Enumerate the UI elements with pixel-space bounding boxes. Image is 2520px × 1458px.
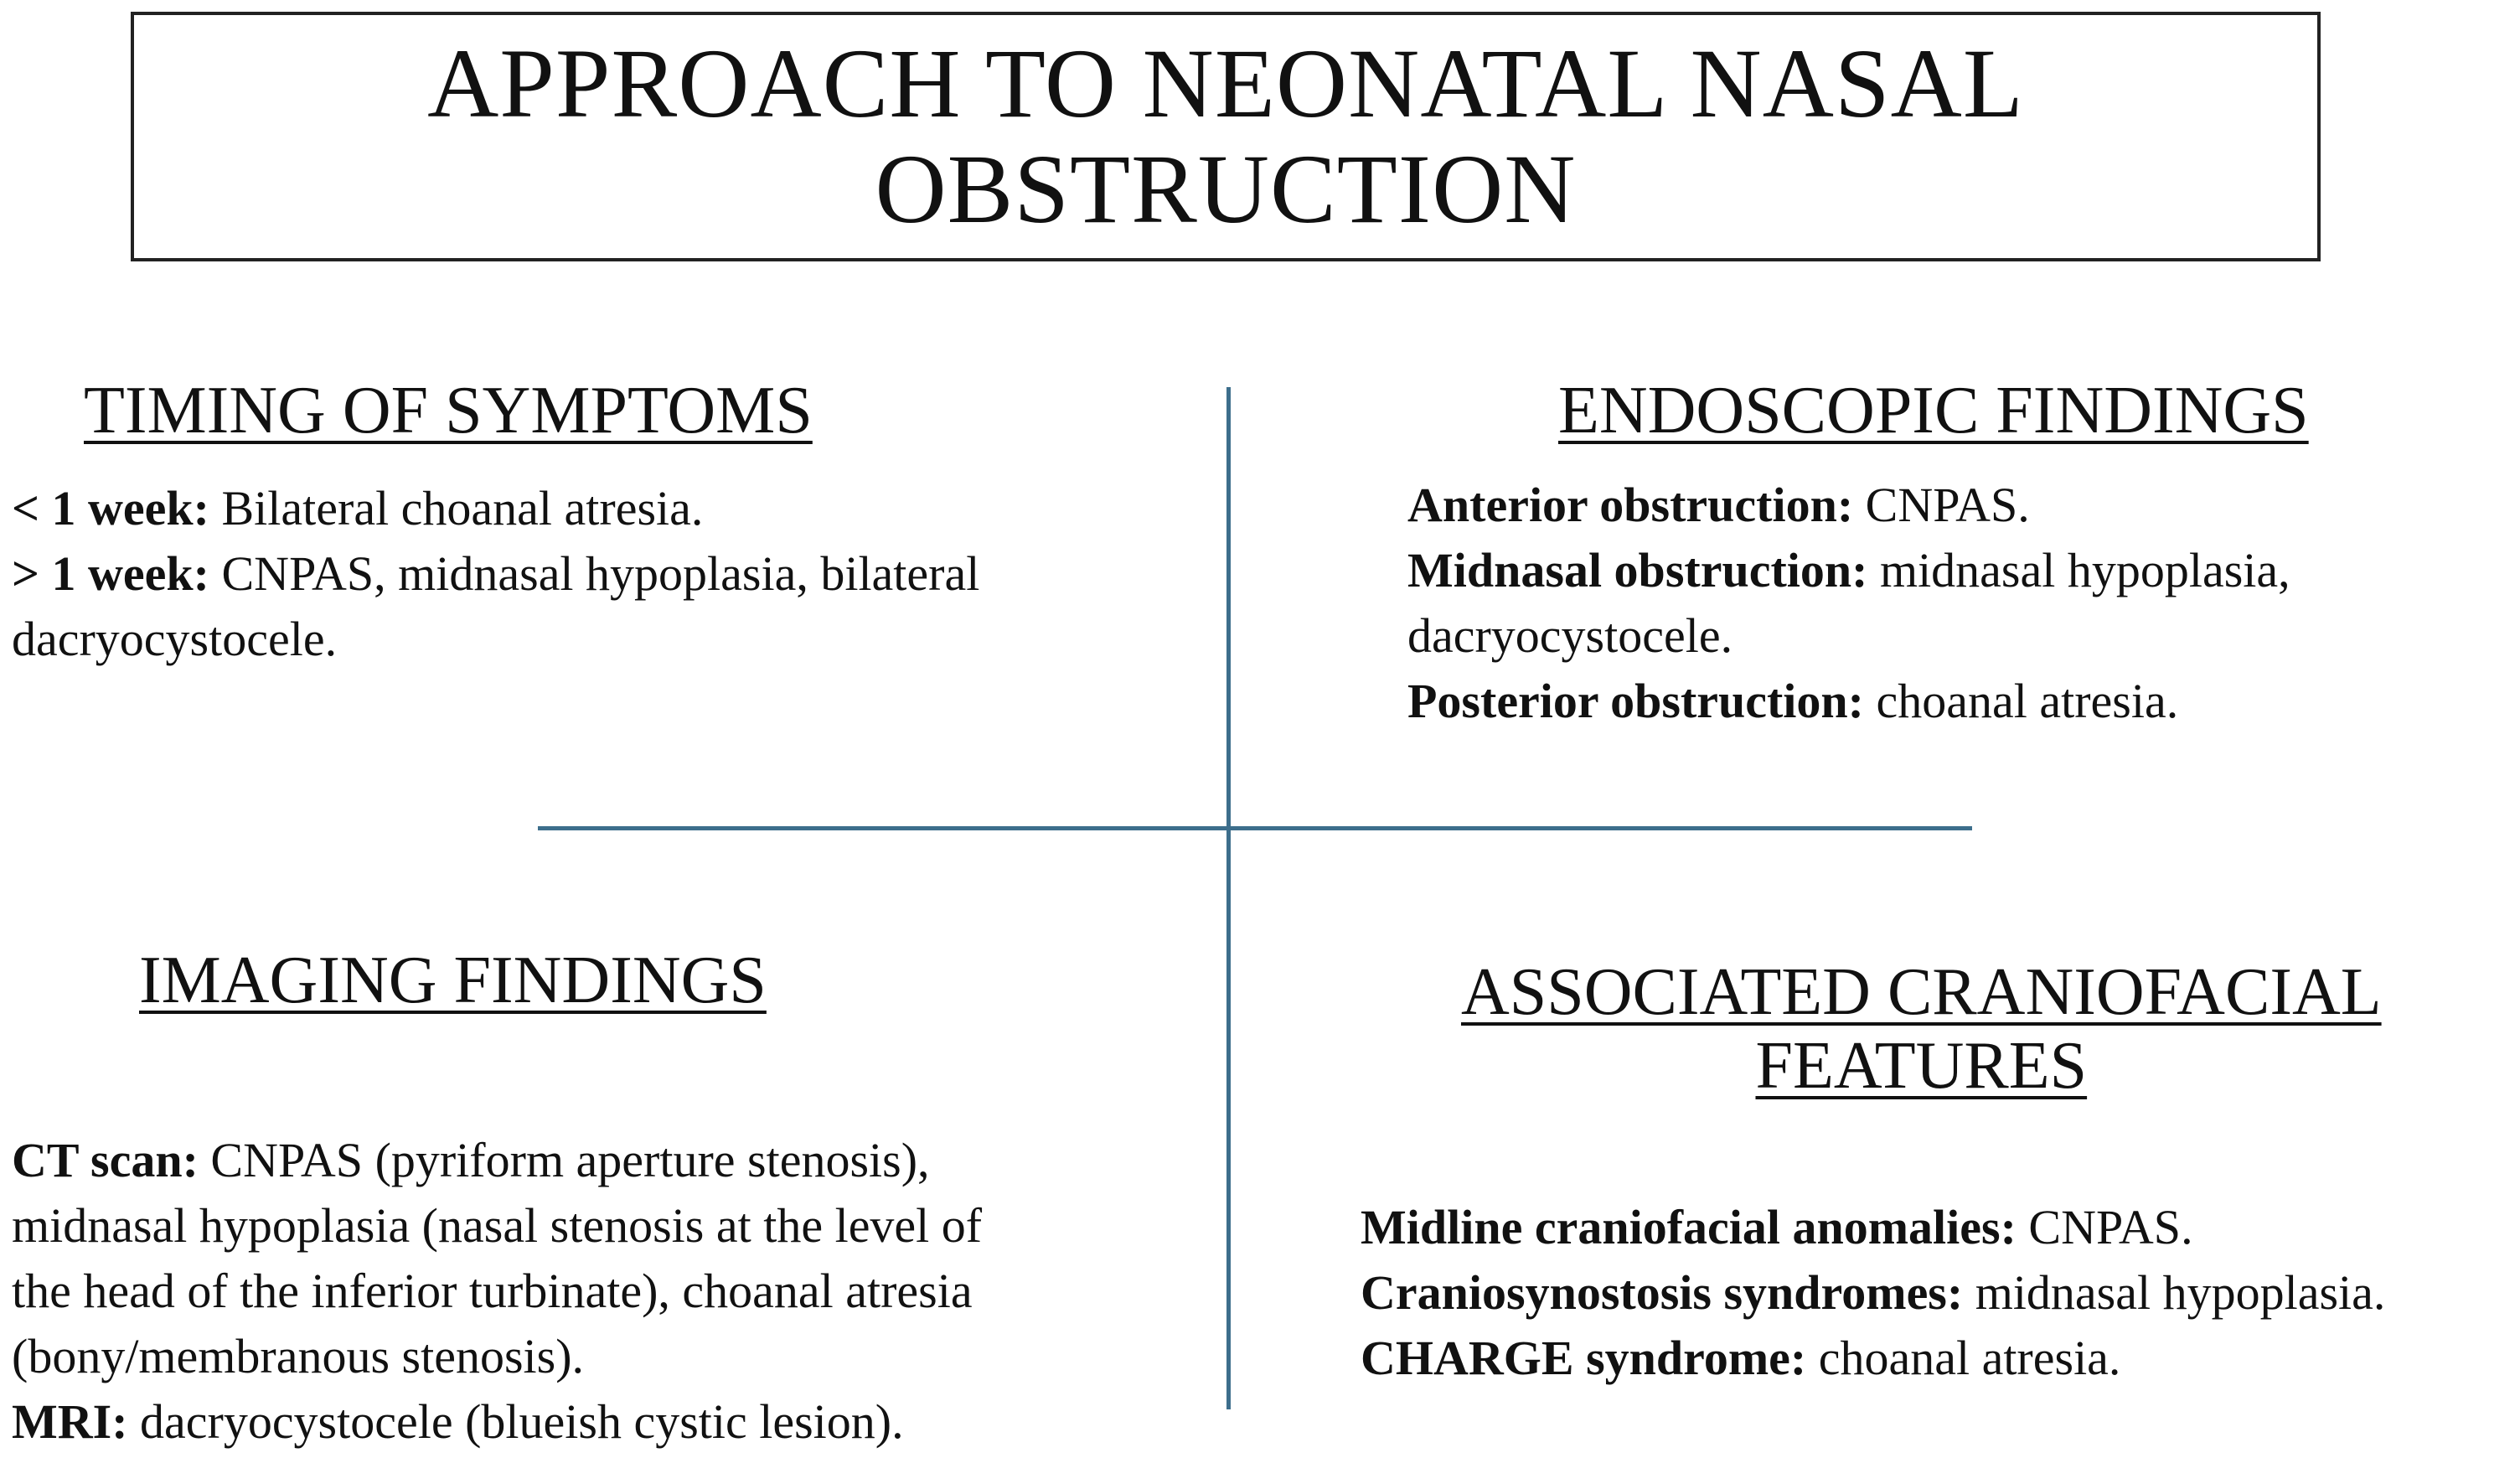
associated-item-2-label: Craniosynostosis syndromes: — [1361, 1265, 1964, 1320]
associated-item-1 — [1361, 1195, 2385, 1260]
imaging-heading: IMAGING FINDINGS — [139, 944, 767, 1017]
timing-item-2-text: CNPAS, midnasal hypoplasia, bilateral — [209, 546, 980, 601]
timing-heading: TIMING OF SYMPTOMS — [84, 374, 813, 447]
endoscopic-item-2-label: Midnasal obstruction: — [1407, 543, 1868, 597]
imaging-item-1-cont-1: midnasal hypoplasia (nasal stenosis at the level of — [12, 1198, 983, 1253]
imaging-item-1-cont-2: the head of the inferior turbinate), choanal atresia — [12, 1264, 973, 1318]
endoscopic-item-3-label: Posterior obstruction: — [1407, 674, 1864, 728]
associated-item-1-label: Midline craniofacial anomalies: — [1361, 1200, 2017, 1254]
imaging-item-1-label: CT scan: — [12, 1133, 199, 1187]
timing-item-2-label: > 1 week: — [12, 546, 209, 601]
title-line-1: APPROACH TO NEONATAL NASAL — [427, 28, 2024, 138]
timing-item-2-cont: dacryocystocele. — [12, 612, 338, 666]
associated-item-1-text: CNPAS. — [2016, 1200, 2193, 1254]
endoscopic-item-2-cont: dacryocystocele. — [1407, 608, 1733, 663]
imaging-item-1-text: CNPAS (pyriform aperture stenosis), — [198, 1133, 930, 1187]
timing-item-2 — [12, 541, 979, 607]
endoscopic-item-2-text: midnasal hypoplasia, — [1867, 543, 2290, 597]
endoscopic-item-3 — [1407, 669, 2290, 734]
imaging-item-2-text: dacryocystocele (blueish cystic lesion). — [127, 1394, 904, 1449]
associated-heading-line-2: FEATURES — [1755, 1029, 2088, 1103]
title-line-2: OBSTRUCTION — [875, 134, 1577, 244]
associated-heading — [1461, 955, 2382, 1103]
endoscopic-item-1 — [1407, 473, 2290, 538]
timing-section — [12, 476, 979, 672]
timing-item-1-label: < 1 week: — [12, 481, 209, 535]
associated-item-3 — [1361, 1326, 2385, 1391]
page-title — [427, 28, 2024, 244]
imaging-section — [12, 1128, 982, 1455]
associated-item-3-label: CHARGE syndrome: — [1361, 1331, 1807, 1385]
imaging-item-2-label: MRI: — [12, 1394, 128, 1449]
associated-section — [1361, 1195, 2385, 1391]
associated-heading-line-1: ASSOCIATED CRANIOFACIAL — [1461, 955, 2382, 1029]
endoscopic-item-1-label: Anterior obstruction: — [1407, 478, 1854, 532]
associated-item-3-text: choanal atresia. — [1806, 1331, 2121, 1385]
horizontal-divider — [538, 826, 1972, 830]
associated-item-2 — [1361, 1260, 2385, 1326]
endoscopic-heading: ENDOSCOPIC FINDINGS — [1558, 374, 2309, 447]
endoscopic-item-1-text: CNPAS. — [1853, 478, 2030, 532]
timing-item-1 — [12, 476, 979, 541]
vertical-divider — [1226, 387, 1231, 1409]
endoscopic-item-2 — [1407, 538, 2290, 603]
endoscopic-section — [1407, 473, 2290, 734]
timing-item-1-text: Bilateral choanal atresia. — [209, 481, 704, 535]
endoscopic-item-3-text: choanal atresia. — [1864, 674, 2179, 728]
imaging-item-2 — [12, 1389, 982, 1455]
imaging-item-1-cont-3: (bony/membranous stenosis). — [12, 1329, 585, 1383]
imaging-item-1 — [12, 1128, 982, 1193]
associated-item-2-text: midnasal hypoplasia. — [1963, 1265, 2386, 1320]
title-box — [131, 12, 2321, 261]
